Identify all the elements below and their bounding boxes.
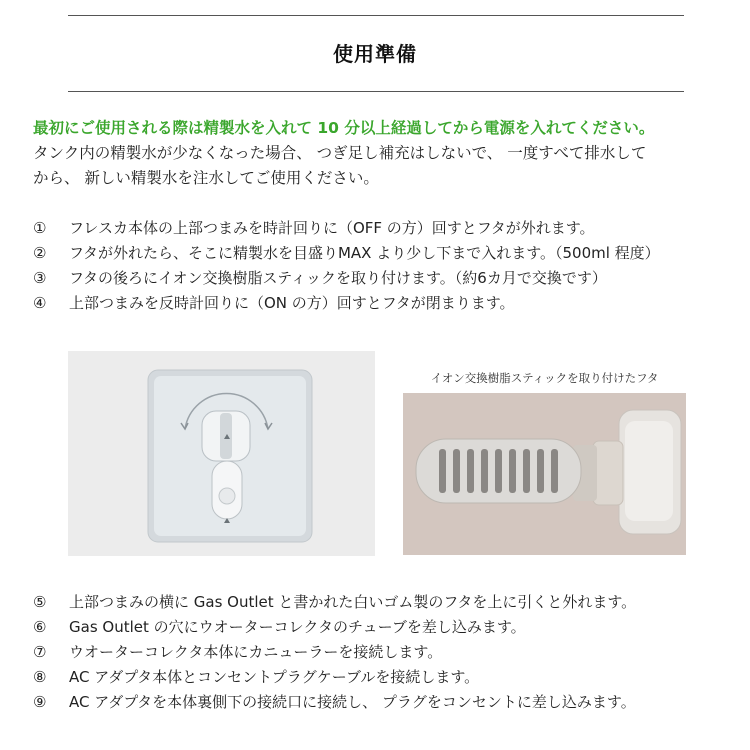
step-8: ⑧ AC アダプタ本体とコンセントプラグケーブルを接続します。: [33, 668, 480, 686]
steps-list-second: [33, 590, 748, 715]
intro-line-2: タンク内の精製水が少なくなった場合、 つぎ足し補充はしないで、 一度すべて排水して: [33, 144, 647, 162]
intro-paragraph: [33, 116, 733, 191]
step-1: ① フレスカ本体の上部つまみを時計回りに（OFF の方）回すとフタが外れます。: [33, 219, 595, 237]
page-title: 使用準備: [333, 42, 417, 66]
step-6: ⑥ Gas Outlet の穴にウオーターコレクタのチューブを差し込みます。: [33, 618, 526, 636]
device-panel-photo: [68, 351, 375, 556]
bottom-divider: [68, 91, 684, 92]
intro-line-3: から、 新しい精製水を注水してご使用ください。: [33, 169, 379, 187]
resin-stick-photo: [403, 393, 686, 555]
intro-highlight: 最初にご使用される際は精製水を入れて 10 分以上経過してから電源を入れてください。: [33, 119, 655, 137]
steps-list-first: [33, 216, 748, 316]
top-divider: [68, 15, 684, 16]
step-5: ⑤ 上部つまみの横に Gas Outlet と書かれた白いゴム製のフタを上に引くと外れます。: [33, 593, 637, 611]
step-3: ③ フタの後ろにイオン交換樹脂スティックを取り付けます。（約6カ月で交換です）: [33, 269, 607, 287]
step-9: ⑨ AC アダプタを本体裏側下の接続口に接続し、 プラグをコンセントに差し込みます。: [33, 693, 636, 711]
step-4: ④ 上部つまみを反時計回りに（ON の方）回すとフタが閉まります。: [33, 294, 515, 312]
photo-caption: イオン交換樹脂スティックを取り付けたフタ: [430, 371, 659, 385]
step-2: ② フタが外れたら、そこに精製水を目盛りMAX より少し下まで入れます。（500ml 程度）: [33, 244, 660, 262]
step-7: ⑦ ウオーターコレクタ本体にカニューラーを接続します。: [33, 643, 443, 661]
